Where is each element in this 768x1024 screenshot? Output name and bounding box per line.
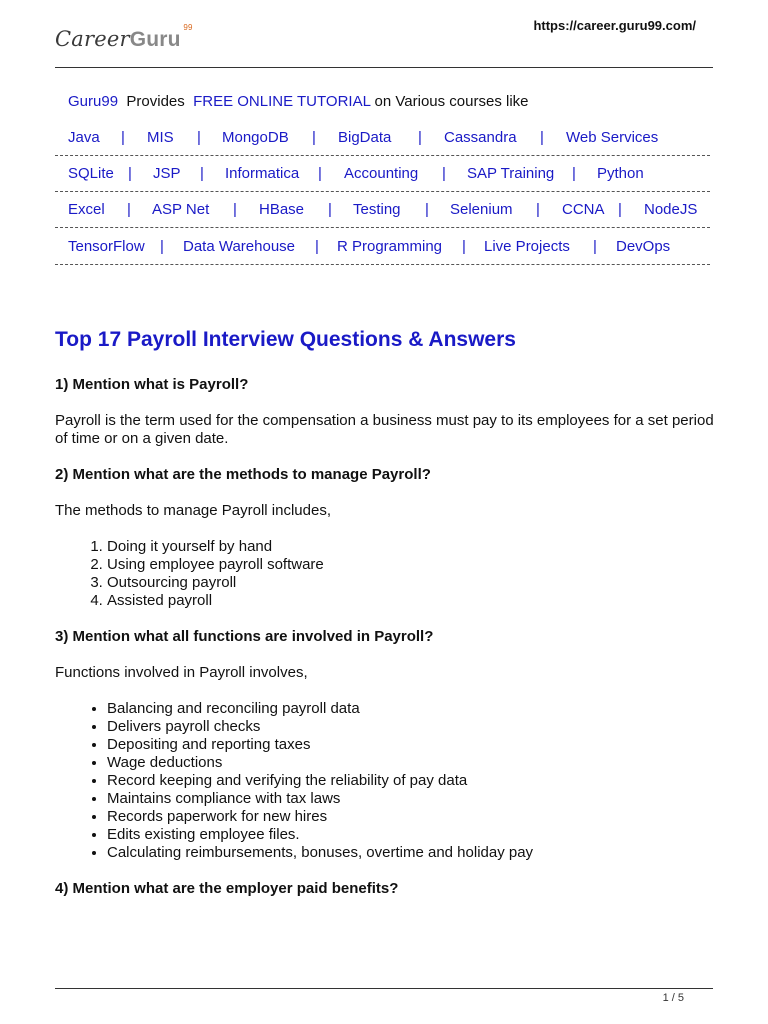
course-link-web-services[interactable]: Web Services <box>566 129 659 146</box>
logo-99-superscript: 99 <box>183 23 193 32</box>
course-link-mongodb[interactable]: MongoDB <box>222 129 289 146</box>
course-separator: | <box>121 129 125 146</box>
promo-brand-link[interactable]: Guru99 <box>68 93 119 110</box>
course-row-3 <box>55 192 710 228</box>
course-separator: | <box>315 238 319 255</box>
payroll-functions-list <box>55 700 715 862</box>
course-link-data-warehouse[interactable]: Data Warehouse <box>183 238 296 255</box>
list-item: • Depositing and reporting taxes <box>107 736 715 754</box>
course-separator: | <box>312 129 316 146</box>
answer-3-intro: Functions involved in Payroll involves, <box>55 664 308 681</box>
course-separator: | <box>462 238 466 255</box>
course-link-testing[interactable]: Testing <box>353 201 401 218</box>
course-link-jsp[interactable]: JSP <box>153 165 181 182</box>
course-link-accounting[interactable]: Accounting <box>344 165 419 182</box>
header-divider <box>55 67 713 68</box>
course-link-excel[interactable]: Excel <box>68 201 105 218</box>
promo-line <box>68 93 529 110</box>
course-separator: | <box>618 201 622 218</box>
course-row-2 <box>55 156 710 192</box>
course-link-sqlite[interactable]: SQLite <box>68 165 114 182</box>
question-1: 1) Mention what is Payroll? <box>55 376 249 393</box>
course-separator: | <box>572 165 576 182</box>
course-link-r-programming[interactable]: R Programming <box>337 238 443 255</box>
course-separator: | <box>536 201 540 218</box>
course-link-informatica[interactable]: Informatica <box>225 165 300 182</box>
list-item: 2. Using employee payroll software <box>107 556 715 574</box>
list-item: 4. Assisted payroll <box>107 592 715 610</box>
course-link-tensorflow[interactable]: TensorFlow <box>68 238 145 255</box>
page-url[interactable]: https://career.guru99.com/ <box>533 18 696 33</box>
course-separator: | <box>128 165 132 182</box>
question-2: 2) Mention what are the methods to manage Payroll? <box>55 466 431 483</box>
promo-free-tutorial-link[interactable]: FREE ONLINE TUTORIAL <box>193 93 371 110</box>
question-4: 4) Mention what are the employer paid benefits? <box>55 880 399 897</box>
course-link-hbase[interactable]: HBase <box>259 201 305 218</box>
course-link-cassandra[interactable]: Cassandra <box>444 129 517 146</box>
course-separator: | <box>233 201 237 218</box>
course-link-devops[interactable]: DevOps <box>616 238 671 255</box>
course-link-ccna[interactable]: CCNA <box>562 201 605 218</box>
course-link-asp-net[interactable]: ASP Net <box>152 201 210 218</box>
course-separator: | <box>425 201 429 218</box>
list-item: 3. Outsourcing payroll <box>107 574 715 592</box>
course-row-1 <box>55 120 710 156</box>
course-separator: | <box>328 201 332 218</box>
course-link-nodejs[interactable]: NodeJS <box>644 201 698 218</box>
course-separator: | <box>160 238 164 255</box>
course-separator: | <box>540 129 544 146</box>
article-title: Top 17 Payroll Interview Questions & Answers <box>55 328 516 351</box>
footer-divider <box>55 988 713 989</box>
course-separator: | <box>127 201 131 218</box>
course-link-live-projects[interactable]: Live Projects <box>484 238 570 255</box>
page-number: 1 / 5 <box>662 992 684 1004</box>
answer-2-intro: The methods to manage Payroll includes, <box>55 502 331 519</box>
question-3: 3) Mention what all functions are involved in Payroll? <box>55 628 434 645</box>
course-separator: | <box>418 129 422 146</box>
logo-guru-text: Guru <box>129 28 181 51</box>
course-link-java[interactable]: Java <box>68 129 100 146</box>
course-link-selenium[interactable]: Selenium <box>450 201 513 218</box>
list-item: • Delivers payroll checks <box>107 718 715 736</box>
answer-1: Payroll is the term used for the compensation a business must pay to its employees for a set period of time or on a given date. <box>55 412 714 447</box>
promo-rest-text: on Various courses like <box>374 93 529 110</box>
logo-career-text: Career <box>55 27 130 51</box>
article-content <box>55 376 715 916</box>
course-separator: | <box>200 165 204 182</box>
course-link-sap-training[interactable]: SAP Training <box>467 165 555 182</box>
list-item: 1. Doing it yourself by hand <box>107 538 715 556</box>
list-item: • Records paperwork for new hires <box>107 808 715 826</box>
career-guru-logo <box>55 23 193 52</box>
course-separator: | <box>197 129 201 146</box>
course-row-4 <box>55 229 710 265</box>
course-link-bigdata[interactable]: BigData <box>338 129 392 146</box>
list-item: • Maintains compliance with tax laws <box>107 790 715 808</box>
course-separator: | <box>442 165 446 182</box>
list-item: • Balancing and reconciling payroll data <box>107 700 715 718</box>
payroll-methods-list <box>55 538 715 610</box>
course-link-python[interactable]: Python <box>597 165 644 182</box>
list-item: • Record keeping and verifying the reliability of pay data <box>107 772 715 790</box>
list-item: • Edits existing employee files. <box>107 826 715 844</box>
course-separator: | <box>593 238 597 255</box>
course-link-mis[interactable]: MIS <box>147 129 174 146</box>
list-item: • Wage deductions <box>107 754 715 772</box>
list-item: • Calculating reimbursements, bonuses, overtime and holiday pay <box>107 844 715 862</box>
course-separator: | <box>318 165 322 182</box>
promo-provides-text: Provides <box>126 93 185 110</box>
